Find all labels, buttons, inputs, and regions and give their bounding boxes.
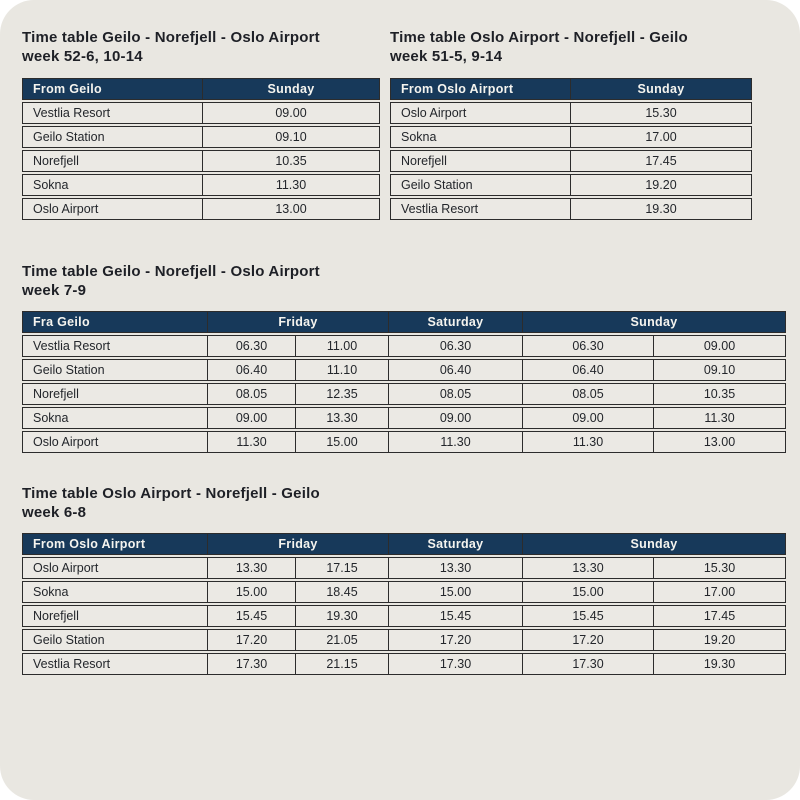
time-cell: 06.30 — [388, 335, 522, 357]
time-cell: 15.45 — [388, 605, 522, 627]
timetable-oslo-geilo-week51 — [390, 76, 752, 222]
time-cell: 08.05 — [207, 383, 295, 405]
time-cell: 15.30 — [653, 557, 786, 579]
time-cell: 06.40 — [207, 359, 295, 381]
header-day-friday: Friday — [207, 311, 388, 333]
header-day-sunday: Sunday — [522, 533, 786, 555]
time-cell: 19.20 — [653, 629, 786, 651]
time-cell: 06.40 — [388, 359, 522, 381]
time-cell: 09.00 — [388, 407, 522, 429]
table-row — [22, 557, 786, 579]
station-cell: Sokna — [22, 407, 207, 429]
header-day-sunday: Sunday — [570, 78, 752, 100]
title-weeks: week 52-6, 10-14 — [22, 48, 143, 65]
time-cell: 15.00 — [522, 581, 653, 603]
time-cell: 15.00 — [388, 581, 522, 603]
section-oslo-geilo-week51 — [390, 28, 752, 222]
header-station: Fra Geilo — [22, 311, 207, 333]
header-station: From Oslo Airport — [22, 533, 207, 555]
timetable-geilo-oslo-week7-9 — [22, 309, 786, 455]
table-row — [22, 605, 786, 627]
header-day-friday: Friday — [207, 533, 388, 555]
time-cell: 11.30 — [202, 174, 380, 196]
table-row — [390, 174, 752, 196]
table-row — [22, 150, 380, 172]
station-cell: Vestlia Resort — [390, 198, 570, 220]
timetable-oslo-geilo-week6-8 — [22, 531, 786, 677]
time-cell: 15.00 — [207, 581, 295, 603]
time-cell: 19.30 — [653, 653, 786, 675]
time-cell: 17.15 — [295, 557, 388, 579]
station-cell: Vestlia Resort — [22, 335, 207, 357]
table-row — [22, 581, 786, 603]
station-cell: Sokna — [390, 126, 570, 148]
table-row — [22, 383, 786, 405]
time-cell: 21.05 — [295, 629, 388, 651]
station-cell: Oslo Airport — [22, 198, 202, 220]
station-cell: Norefjell — [22, 383, 207, 405]
title-weeks: week 7-9 — [22, 282, 87, 299]
station-cell: Oslo Airport — [22, 431, 207, 453]
header-station: From Oslo Airport — [390, 78, 570, 100]
section-geilo-oslo-week52 — [22, 28, 380, 222]
time-cell: 06.40 — [522, 359, 653, 381]
time-cell: 13.30 — [388, 557, 522, 579]
title-route: Time table Oslo Airport - Norefjell - Geilo — [22, 485, 320, 502]
time-cell: 11.00 — [295, 335, 388, 357]
station-cell: Geilo Station — [390, 174, 570, 196]
time-cell: 17.20 — [388, 629, 522, 651]
time-cell: 17.00 — [570, 126, 752, 148]
header-day-saturday: Saturday — [388, 533, 522, 555]
header-station: From Geilo — [22, 78, 202, 100]
table-row — [22, 431, 786, 453]
header-row — [390, 78, 752, 100]
station-cell: Geilo Station — [22, 629, 207, 651]
time-cell: 09.10 — [653, 359, 786, 381]
table-row — [22, 359, 786, 381]
table-row — [22, 335, 786, 357]
time-cell: 17.00 — [653, 581, 786, 603]
time-cell: 18.45 — [295, 581, 388, 603]
time-cell: 13.30 — [207, 557, 295, 579]
section-geilo-oslo-week7-9 — [22, 262, 786, 455]
time-cell: 06.30 — [207, 335, 295, 357]
table-title — [22, 484, 786, 522]
table-row — [22, 407, 786, 429]
time-cell: 19.30 — [570, 198, 752, 220]
title-weeks: week 51-5, 9-14 — [390, 48, 503, 65]
station-cell: Norefjell — [22, 150, 202, 172]
station-cell: Geilo Station — [22, 126, 202, 148]
title-route: Time table Geilo - Norefjell - Oslo Airport — [22, 263, 320, 280]
station-cell: Sokna — [22, 174, 202, 196]
time-cell: 19.30 — [295, 605, 388, 627]
station-cell: Oslo Airport — [390, 102, 570, 124]
station-cell: Sokna — [22, 581, 207, 603]
station-cell: Oslo Airport — [22, 557, 207, 579]
time-cell: 17.30 — [207, 653, 295, 675]
table-title — [390, 28, 752, 66]
header-day-saturday: Saturday — [388, 311, 522, 333]
header-day-sunday: Sunday — [202, 78, 380, 100]
time-cell: 15.30 — [570, 102, 752, 124]
title-route: Time table Oslo Airport - Norefjell - Geilo — [390, 29, 688, 46]
time-cell: 06.30 — [522, 335, 653, 357]
table-row — [22, 126, 380, 148]
time-cell: 17.30 — [522, 653, 653, 675]
header-row — [22, 78, 380, 100]
table-row — [390, 150, 752, 172]
time-cell: 13.30 — [522, 557, 653, 579]
timetable-geilo-oslo-week52 — [22, 76, 380, 222]
table-row — [390, 126, 752, 148]
station-cell: Norefjell — [22, 605, 207, 627]
time-cell: 11.30 — [522, 431, 653, 453]
time-cell: 09.00 — [207, 407, 295, 429]
time-cell: 09.00 — [653, 335, 786, 357]
time-cell: 09.00 — [522, 407, 653, 429]
time-cell: 17.30 — [388, 653, 522, 675]
time-cell: 17.20 — [207, 629, 295, 651]
time-cell: 15.45 — [522, 605, 653, 627]
time-cell: 11.10 — [295, 359, 388, 381]
time-cell: 11.30 — [653, 407, 786, 429]
table-row — [22, 102, 380, 124]
time-cell: 19.20 — [570, 174, 752, 196]
table-row — [22, 174, 380, 196]
section-oslo-geilo-week6-8 — [22, 484, 786, 677]
table-row — [390, 102, 752, 124]
time-cell: 17.45 — [653, 605, 786, 627]
table-title — [22, 262, 786, 300]
time-cell: 08.05 — [522, 383, 653, 405]
time-cell: 21.15 — [295, 653, 388, 675]
time-cell: 12.35 — [295, 383, 388, 405]
time-cell: 11.30 — [207, 431, 295, 453]
station-cell: Vestlia Resort — [22, 653, 207, 675]
title-route: Time table Geilo - Norefjell - Oslo Airport — [22, 29, 320, 46]
station-cell: Norefjell — [390, 150, 570, 172]
time-cell: 10.35 — [653, 383, 786, 405]
time-cell: 13.00 — [202, 198, 380, 220]
time-cell: 09.10 — [202, 126, 380, 148]
header-row — [22, 533, 786, 555]
table-title — [22, 28, 380, 66]
station-cell: Geilo Station — [22, 359, 207, 381]
time-cell: 17.20 — [522, 629, 653, 651]
time-cell: 13.30 — [295, 407, 388, 429]
header-day-sunday: Sunday — [522, 311, 786, 333]
table-row — [22, 198, 380, 220]
time-cell: 15.00 — [295, 431, 388, 453]
time-cell: 09.00 — [202, 102, 380, 124]
table-row — [22, 629, 786, 651]
station-cell: Vestlia Resort — [22, 102, 202, 124]
time-cell: 13.00 — [653, 431, 786, 453]
time-cell: 15.45 — [207, 605, 295, 627]
title-weeks: week 6-8 — [22, 504, 87, 521]
time-cell: 17.45 — [570, 150, 752, 172]
time-cell: 08.05 — [388, 383, 522, 405]
header-row — [22, 311, 786, 333]
time-cell: 11.30 — [388, 431, 522, 453]
table-row — [22, 653, 786, 675]
time-cell: 10.35 — [202, 150, 380, 172]
table-row — [390, 198, 752, 220]
